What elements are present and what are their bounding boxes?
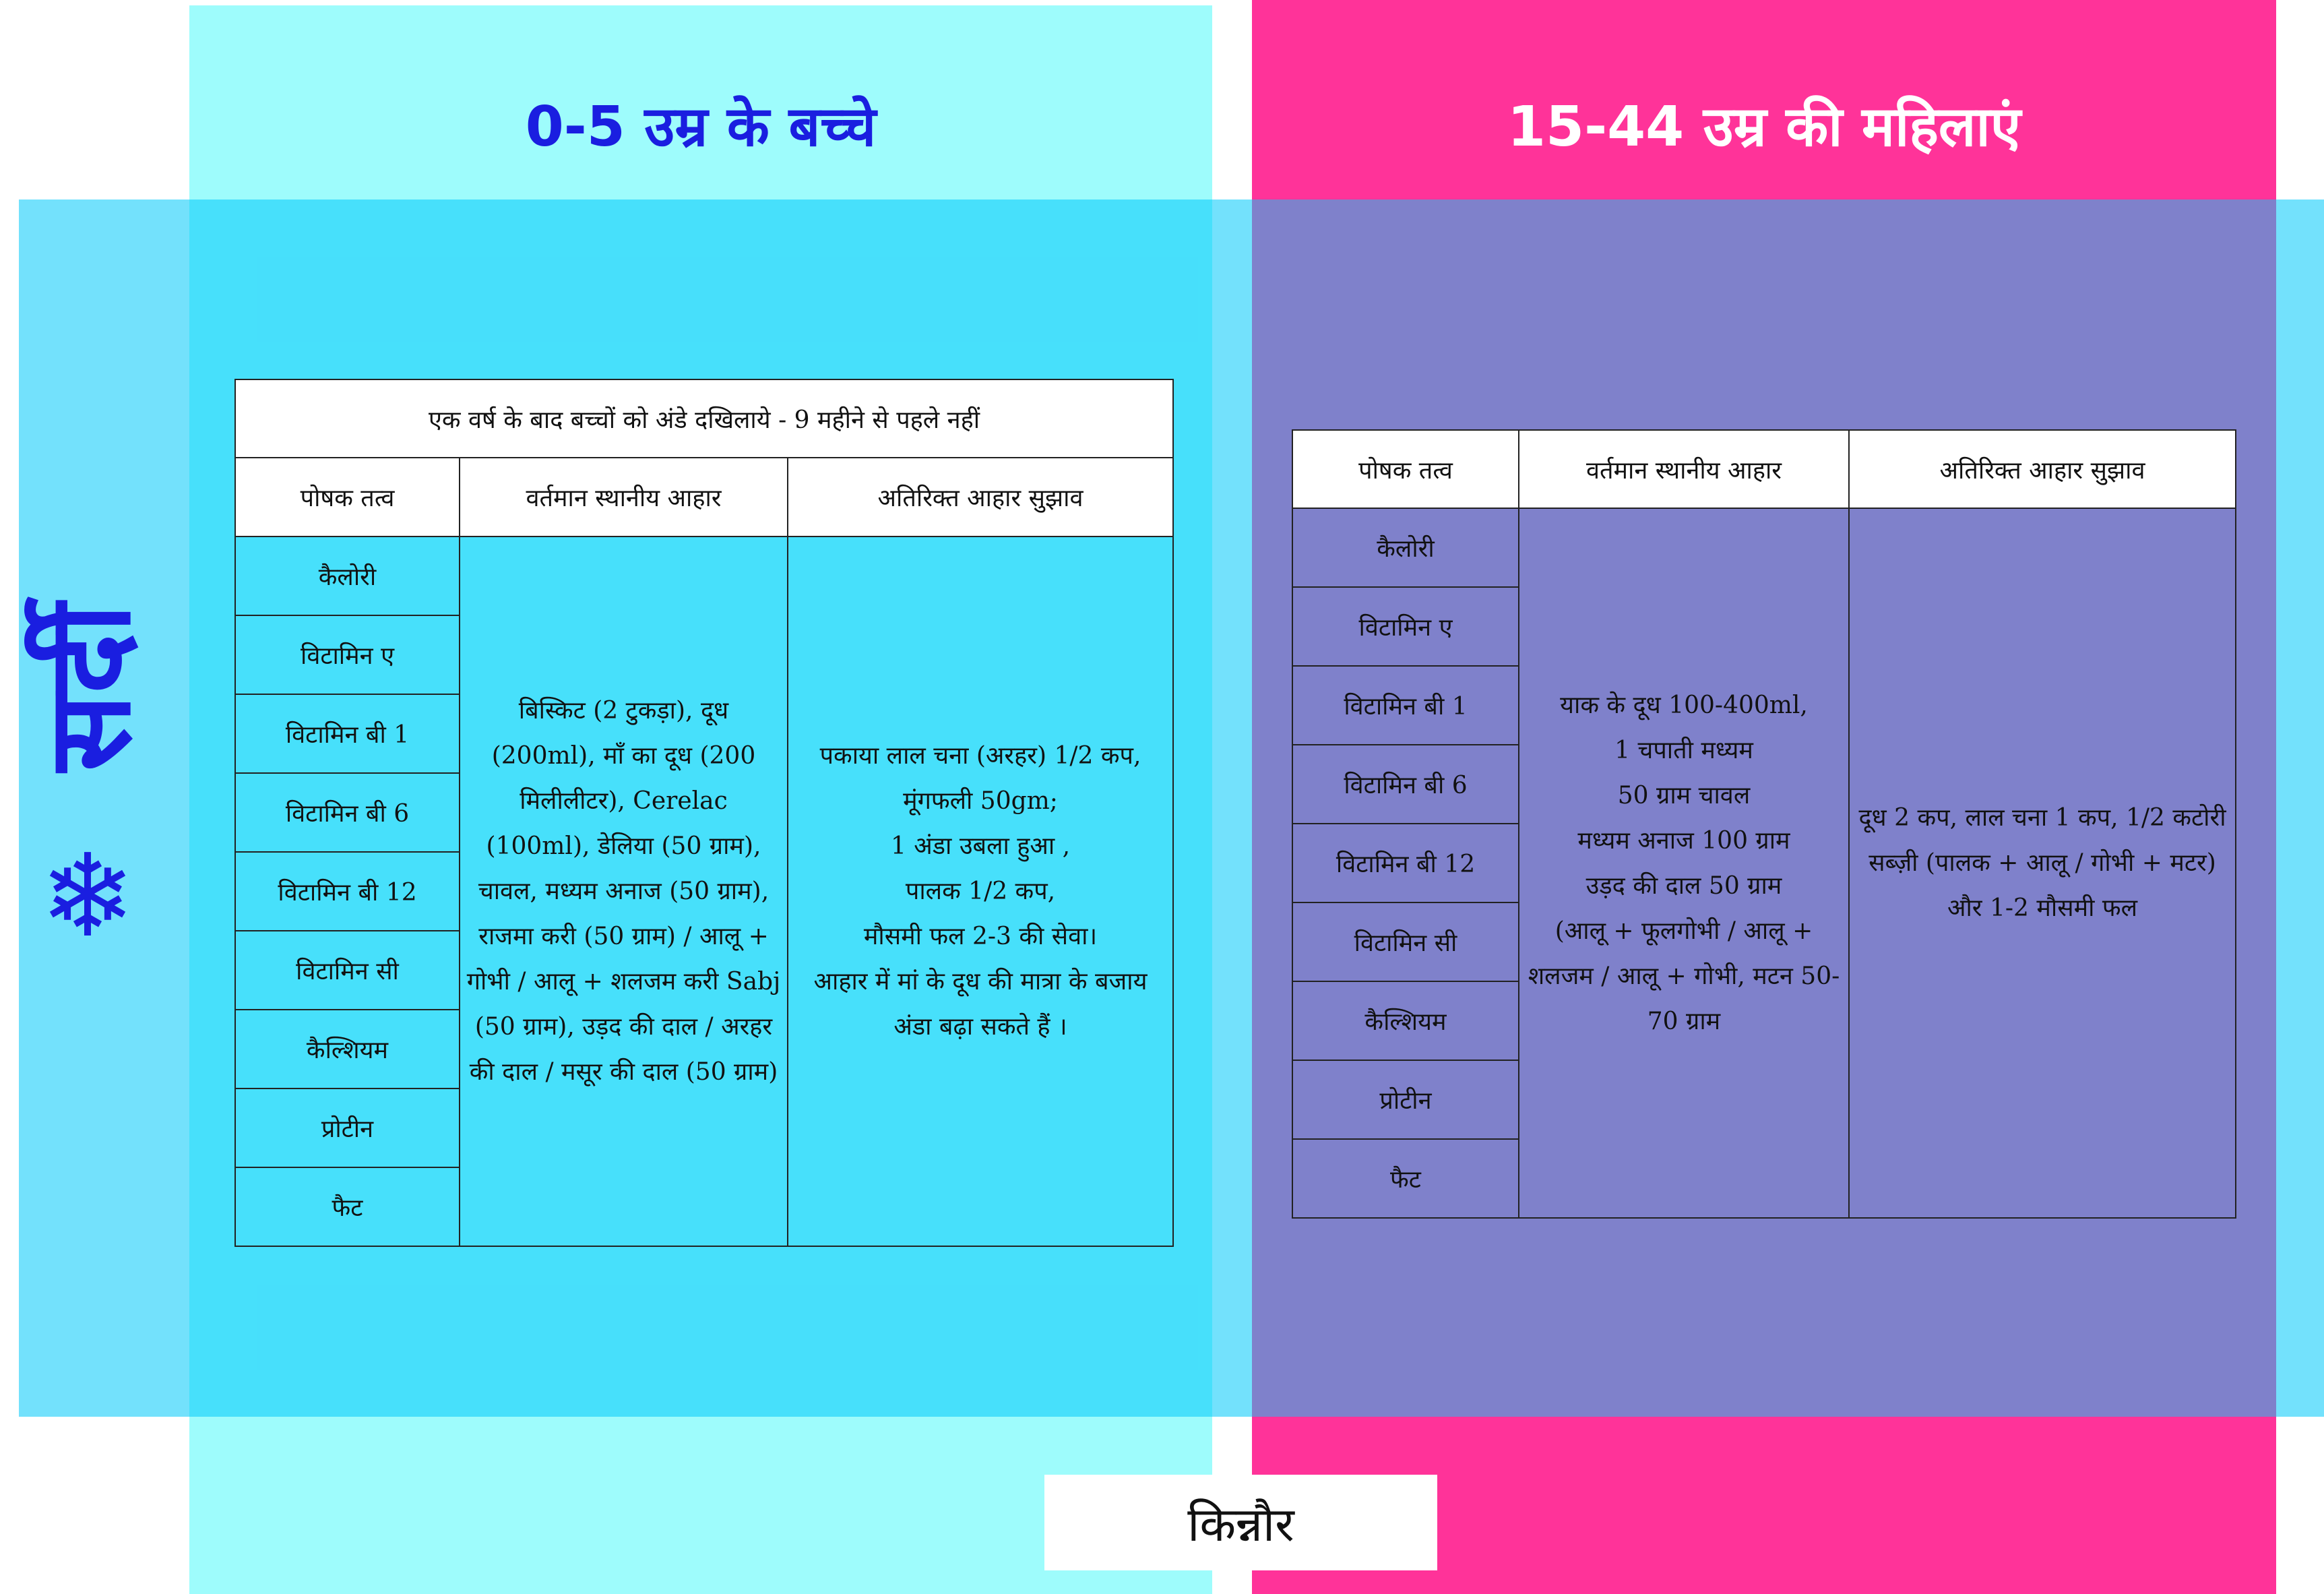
season-label: सर्दी — [23, 603, 156, 772]
suggestion-line: मौसमी फल 2-3 की सेवा। — [863, 923, 1098, 950]
nutrient-cell: विटामिन बी 12 — [1292, 824, 1519, 902]
nutrient-cell: विटामिन सी — [235, 931, 460, 1010]
diet-line: मध्यम अनाज 100 ग्राम — [1577, 826, 1790, 855]
suggestion-line: 1 अंडा उबला हुआ , — [890, 832, 1071, 860]
children-table-note: एक वर्ष के बाद बच्चों को अंडे दखिलाये - 9 महीने से पहले नहीं — [235, 379, 1173, 458]
nutrient-cell: विटामिन सी — [1292, 902, 1519, 981]
nutrient-cell: विटामिन बी 6 — [235, 773, 460, 852]
snowflake-icon: ❄ — [39, 830, 136, 963]
suggestion-line: मूंगफली 50gm; — [903, 787, 1058, 815]
children-heading: 0-5 उम्र के बच्चे — [525, 95, 877, 159]
nutrient-cell: फैट — [235, 1167, 460, 1246]
column-header-suggestions: अतिरिक्त आहार सुझाव — [1849, 430, 2236, 508]
column-header-current-diet: वर्तमान स्थानीय आहार — [1519, 430, 1849, 508]
nutrient-cell: प्रोटीन — [1292, 1060, 1519, 1139]
nutrient-cell: विटामिन बी 6 — [1292, 745, 1519, 824]
nutrient-cell: फैट — [1292, 1139, 1519, 1218]
women-nutrition-table — [1292, 429, 2236, 1219]
women-current-diet — [1519, 508, 1849, 1218]
column-header-nutrient: पोषक तत्व — [235, 458, 460, 537]
nutrient-cell: विटामिन बी 12 — [235, 852, 460, 931]
diet-line: याक के दूध 100-400ml, — [1560, 691, 1808, 719]
column-header-nutrient: पोषक तत्व — [1292, 430, 1519, 508]
nutrient-cell: विटामिन ए — [1292, 587, 1519, 666]
column-header-current-diet: वर्तमान स्थानीय आहार — [460, 458, 788, 537]
suggestion-line: आहार में मां के दूध की मात्रा के बजाय अंडा बढ़ा सकते हैं । — [813, 968, 1148, 1041]
diet-line: उड़द की दाल 50 ग्राम — [1585, 871, 1782, 900]
nutrient-cell: विटामिन बी 1 — [235, 694, 460, 773]
nutrient-cell: विटामिन बी 1 — [1292, 666, 1519, 745]
nutrient-cell: विटामिन ए — [235, 615, 460, 694]
children-suggestions — [788, 537, 1173, 1246]
nutrient-cell: कैलोरी — [1292, 508, 1519, 587]
diet-line: 50 ग्राम चावल — [1617, 781, 1751, 809]
nutrient-cell: कैल्शियम — [235, 1010, 460, 1089]
district-label: किन्नौर — [1044, 1475, 1437, 1570]
suggestion-line: पकाया लाल चना (अरहर) 1/2 कप, — [819, 742, 1141, 770]
women-heading: 15-44 उम्र की महिलाएं — [1507, 95, 2021, 159]
women-suggestions: दूध 2 कप, लाल चना 1 कप, 1/2 कटोरी सब्ज़ी (पालक + आलू / गोभी + मटर) और 1-2 मौसमी फल — [1849, 508, 2236, 1218]
children-nutrition-table — [234, 379, 1174, 1247]
nutrient-cell: कैलोरी — [235, 537, 460, 615]
suggestion-line: पालक 1/2 कप, — [905, 878, 1056, 905]
children-current-diet: बिस्किट (2 टुकड़ा), दूध (200ml), माँ का दूध (200 मिलीलीटर), Cerelac (100ml), डेलिया (50 ग्राम), चावल, मध्यम अनाज (50 ग्राम), राजमा करी (50 ग्राम) / आलू + गोभी / आलू + शलजम करी Sabj (50 ग्राम), उड़द की दाल / अरहर की दाल / मसूर की दाल (50 ग्राम) — [460, 537, 788, 1246]
column-header-suggestions: अतिरिक्त आहार सुझाव — [788, 458, 1173, 537]
diet-line: 1 चपाती मध्यम — [1614, 736, 1753, 764]
nutrient-cell: कैल्शियम — [1292, 981, 1519, 1060]
nutrient-cell: प्रोटीन — [235, 1089, 460, 1167]
diet-line: (आलू + फूलगोभी / आलू + शलजम / आलू + गोभी, मटन 50-70 ग्राम — [1528, 917, 1840, 1035]
